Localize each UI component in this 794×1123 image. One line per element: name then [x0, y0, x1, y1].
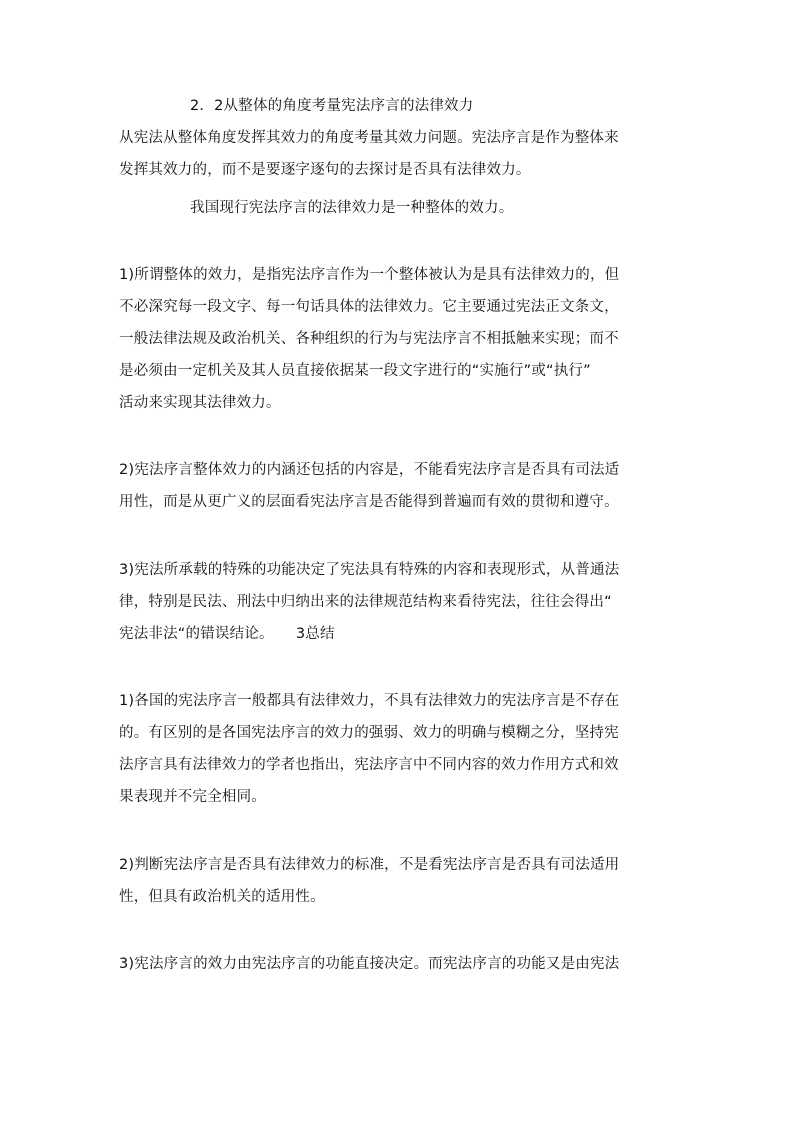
paragraph-line: 2)宪法序言整体效力的内涵还包括的内容是，不能看宪法序言是否具有司法适	[119, 462, 620, 478]
paragraph-line: 用性，而是从更广义的层面看宪法序言是否能得到普遍而有效的贯彻和遵守。	[119, 494, 619, 510]
paragraph-line: 律，特别是民法、刑法中归纳出来的法律规范结构来看待宪法，往往会得出“	[119, 594, 612, 610]
paragraph-line: 发挥其效力的，而不是要逐字逐句的去探讨是否具有法律效力。	[119, 162, 531, 178]
paragraph-line: 的。有区别的是各国宪法序言的效力的强弱、效力的明确与模糊之分，坚持宪	[119, 725, 619, 741]
paragraph-line: 2)判断宪法序言是否具有法律效力的标准，不是看宪法序言是否具有司法适用	[119, 857, 620, 873]
paragraph-line: 活动来实现其法律效力。	[119, 395, 281, 411]
paragraph-line: 从宪法从整体角度发挥其效力的角度考量其效力问题。宪法序言是作为整体来	[119, 130, 619, 146]
paragraph-line: 1)所谓整体的效力，是指宪法序言作为一个整体被认为是具有法律效力的，但	[119, 267, 620, 283]
paragraph-line: 宪法非法“的错误结论。 3总结	[119, 626, 335, 642]
paragraph-line: 3)宪法所承载的特殊的功能决定了宪法具有特殊的内容和表现形式，从普通法	[119, 562, 620, 578]
paragraph-line: 1)各国的宪法序言一般都具有法律效力，不具有法律效力的宪法序言是不存在	[119, 693, 620, 709]
paragraph-line: 性，但具有政治机关的适用性。	[119, 889, 325, 905]
paragraph-line: 果表现并不完全相同。	[119, 789, 266, 805]
paragraph-line: 一般法律法规及政治机关、各种组织的行为与宪法序言不相抵触来实现；而不	[119, 331, 619, 347]
paragraph-line: 不必深究每一段文字、每一句话具体的法律效力。它主要通过宪法正文条文，	[119, 299, 619, 315]
paragraph-line: 是必须由一定机关及其人员直接依据某一段文字进行的“实施行”或“执行”	[119, 363, 591, 379]
paragraph-line: 法序言具有法律效力的学者也指出，宪法序言中不同内容的效力作用方式和效	[119, 757, 619, 773]
paragraph-line: 我国现行宪法序言的法律效力是一种整体的效力。	[190, 200, 514, 216]
paragraph-line: 3)宪法序言的效力由宪法序言的功能直接决定。而宪法序言的功能又是由宪法	[119, 956, 620, 972]
section-heading: 2．2从整体的角度考量宪法序言的法律效力	[190, 98, 474, 114]
